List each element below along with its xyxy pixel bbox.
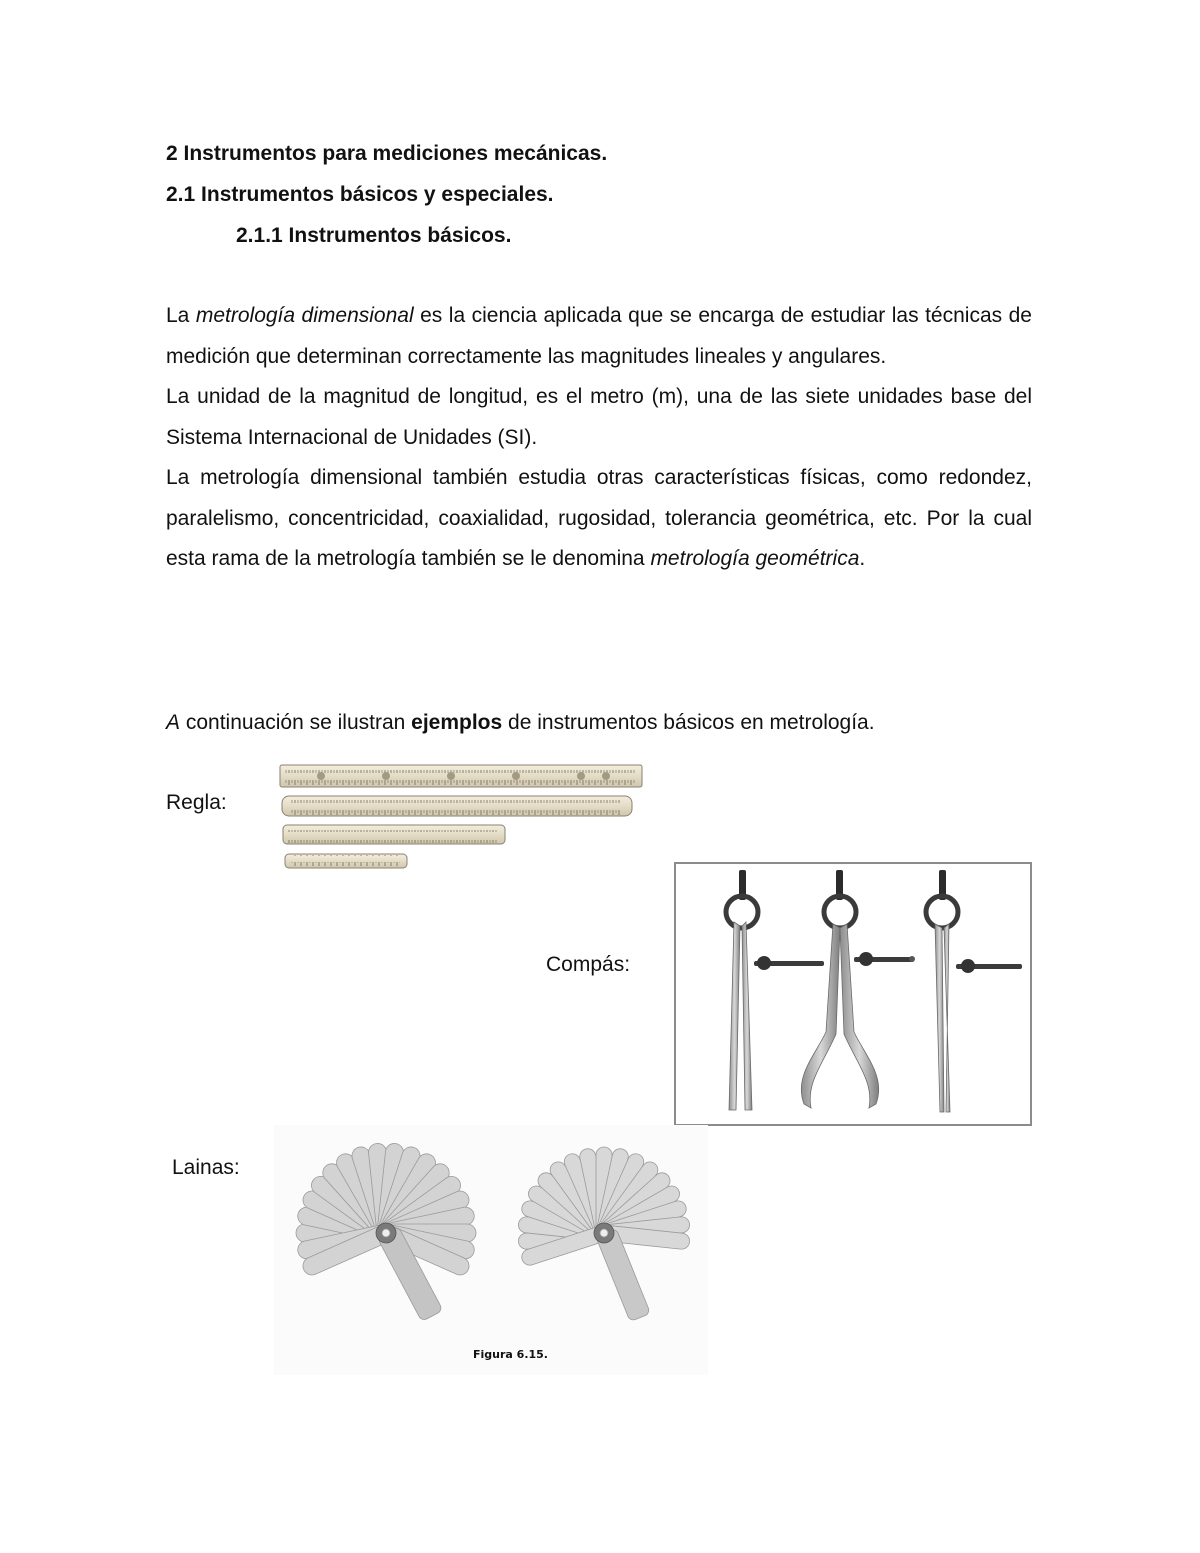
label-lainas: Lainas: xyxy=(172,1156,240,1179)
heading-1: 2 Instrumentos para mediciones mecánicas. xyxy=(166,142,608,165)
term-metrologia-dimensional: metrología dimensional xyxy=(195,304,414,327)
p1-lead: La xyxy=(166,304,196,327)
ruler-long xyxy=(280,765,642,787)
p4-a: A xyxy=(166,711,181,734)
paragraph-unit: La unidad de la magnitud de longitud, es el metro (m), una de las siete unidades base del Sistema Internacional de Unidades (SI). xyxy=(166,385,1032,449)
heading-3: 2.1.1 Instrumentos básicos. xyxy=(236,224,512,247)
paragraph-definition xyxy=(166,296,1032,377)
label-regla: Regla: xyxy=(166,791,227,814)
term-metrologia-geometrica: metrología geométrica xyxy=(650,547,860,570)
paragraph-examples xyxy=(166,703,875,743)
feeler-gauges-figure xyxy=(274,1125,708,1375)
p3-end: . xyxy=(859,547,866,570)
figure-caption: Figura 6.15. xyxy=(473,1348,548,1361)
calipers-image xyxy=(674,862,1032,1126)
ruler-short xyxy=(285,854,407,868)
p1-rest: es la ciencia aplicada que se encarga de estudiar las técnicas de medición que determinan correctamente las magnitudes lineales y angulares. xyxy=(166,304,1032,368)
ruler-medium-long xyxy=(282,796,632,816)
heading-2: 2.1 Instrumentos básicos y especiales. xyxy=(166,183,554,206)
ruler-medium xyxy=(283,825,505,844)
p3-text: La metrología dimensional también estudia otras características físicas, como redondez, paralelismo, concentricidad, coaxialidad, rugosidad, tolerancia geométrica, etc. Por la cual esta rama de la metrología también se le denomina xyxy=(166,466,1032,570)
paragraph-characteristics xyxy=(166,458,1032,580)
p4-text2: de instrumentos básicos en metrología. xyxy=(502,711,875,734)
p4-text1: continuación se ilustran xyxy=(180,711,412,734)
label-compas: Compás: xyxy=(546,953,631,976)
feeler-gauges-image xyxy=(274,1125,708,1375)
p4-bold: ejemplos xyxy=(411,711,503,734)
body-text xyxy=(166,296,1032,580)
rulers-image xyxy=(276,760,646,876)
